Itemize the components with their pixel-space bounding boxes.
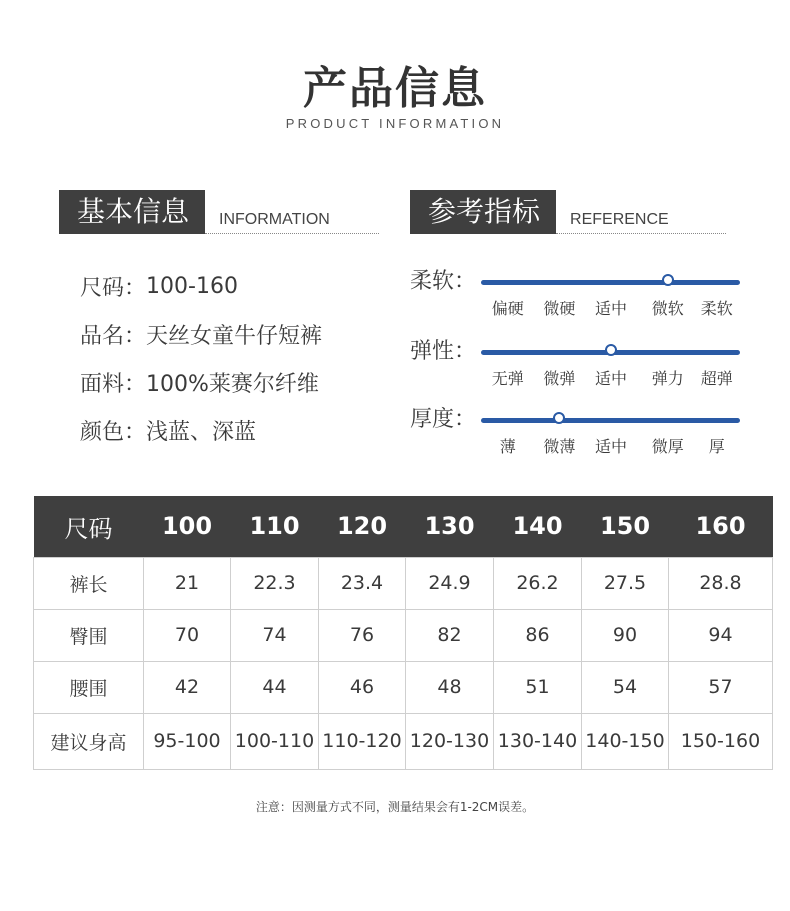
basic-info-value: 100%莱赛尔纤维 bbox=[146, 371, 319, 397]
size-table-cell: 100-110 bbox=[231, 713, 319, 769]
reference-option: 适中 bbox=[594, 299, 628, 318]
size-table-cell: 86 bbox=[494, 609, 582, 661]
size-table-row-label: 臀围 bbox=[34, 609, 144, 661]
reference-option: 偏硬 bbox=[491, 299, 524, 318]
reference-header bbox=[410, 190, 726, 234]
basic-info-row bbox=[80, 406, 322, 454]
size-table-cell: 22.3 bbox=[231, 557, 319, 609]
size-table-cell: 110-120 bbox=[319, 713, 406, 769]
size-table-cell: 24.9 bbox=[406, 557, 494, 609]
reference-title-en: REFERENCE bbox=[556, 196, 726, 234]
size-table-cell: 70 bbox=[144, 609, 231, 661]
size-table-cell: 140-150 bbox=[582, 713, 669, 769]
reference-title: 参考指标 bbox=[410, 190, 556, 234]
reference-option: 无弹 bbox=[491, 369, 524, 388]
size-table-header-cell: 150 bbox=[582, 496, 669, 557]
reference-label: 弹性： bbox=[410, 339, 477, 364]
reference-option: 微软 bbox=[651, 299, 684, 318]
size-table-cell: 54 bbox=[582, 661, 669, 713]
size-table-cell: 94 bbox=[669, 609, 773, 661]
size-table-cell: 27.5 bbox=[582, 557, 669, 609]
size-table-cell: 46 bbox=[319, 661, 406, 713]
reference-row bbox=[410, 334, 740, 394]
size-table-cell: 23.4 bbox=[319, 557, 406, 609]
size-table-cell: 26.2 bbox=[494, 557, 582, 609]
reference-scale-track bbox=[481, 280, 740, 285]
size-table-cell: 48 bbox=[406, 661, 494, 713]
table-row bbox=[34, 661, 773, 713]
basic-info-title-en: INFORMATION bbox=[205, 196, 379, 234]
table-row bbox=[34, 713, 773, 769]
reference-label: 柔软： bbox=[410, 269, 477, 294]
size-table-cell: 120-130 bbox=[406, 713, 494, 769]
reference-options bbox=[482, 366, 740, 388]
table-row bbox=[34, 609, 773, 661]
page-title: 产品信息 bbox=[303, 63, 487, 114]
basic-info-label: 面料： bbox=[80, 371, 147, 397]
reference-options bbox=[482, 434, 740, 456]
reference-scale-marker bbox=[605, 344, 617, 356]
size-table-cell: 76 bbox=[319, 609, 406, 661]
page-subtitle: PRODUCT INFORMATION bbox=[285, 116, 505, 131]
basic-info-value: 天丝女童牛仔短裤 bbox=[146, 323, 323, 349]
size-table-cell: 150-160 bbox=[669, 713, 773, 769]
size-table-cell: 130-140 bbox=[494, 713, 582, 769]
reference-options bbox=[482, 296, 740, 318]
basic-info-value: 100-160 bbox=[146, 273, 238, 299]
size-table-cell: 28.8 bbox=[669, 557, 773, 609]
size-table-row-label: 裤长 bbox=[34, 557, 144, 609]
size-table-cell: 42 bbox=[144, 661, 231, 713]
size-table-header-cell: 130 bbox=[406, 496, 494, 557]
size-table-cell: 51 bbox=[494, 661, 582, 713]
reference-option: 柔软 bbox=[700, 299, 733, 318]
reference-scale-marker bbox=[662, 274, 674, 286]
basic-info-title: 基本信息 bbox=[59, 190, 205, 234]
reference-option: 厚 bbox=[708, 437, 725, 456]
basic-info-label: 尺码： bbox=[80, 275, 147, 301]
measurement-note: 注意：因测量方式不同，测量结果会有1-2CM误差。 bbox=[255, 800, 535, 814]
reference-option: 超弹 bbox=[700, 369, 733, 388]
basic-info-label: 品名： bbox=[80, 323, 147, 349]
basic-info-header bbox=[59, 190, 379, 234]
size-table-header-cell: 尺码 bbox=[34, 496, 144, 557]
size-table-cell: 57 bbox=[669, 661, 773, 713]
size-table-cell: 90 bbox=[582, 609, 669, 661]
reference-label: 厚度： bbox=[410, 407, 477, 432]
reference-option: 薄 bbox=[499, 437, 516, 456]
basic-info-value: 浅蓝、深蓝 bbox=[146, 419, 257, 445]
size-table-cell: 95-100 bbox=[144, 713, 231, 769]
size-table-cell: 82 bbox=[406, 609, 494, 661]
size-table-header-cell: 110 bbox=[231, 496, 319, 557]
size-table-row-label: 腰围 bbox=[34, 661, 144, 713]
reference-option: 适中 bbox=[594, 369, 628, 388]
basic-info-row bbox=[80, 310, 322, 358]
basic-info-row bbox=[80, 358, 322, 406]
size-table-cell: 44 bbox=[231, 661, 319, 713]
basic-info-row bbox=[80, 262, 322, 310]
size-table-cell: 74 bbox=[231, 609, 319, 661]
reference-option: 微薄 bbox=[543, 437, 576, 456]
reference-option: 微硬 bbox=[543, 299, 576, 318]
table-row bbox=[34, 557, 773, 609]
size-table-header-cell: 140 bbox=[494, 496, 582, 557]
size-table-row-label: 建议身高 bbox=[34, 713, 144, 769]
reference-option: 微厚 bbox=[651, 437, 684, 456]
reference-option: 微弹 bbox=[543, 369, 576, 388]
reference-row bbox=[410, 264, 740, 324]
size-table bbox=[33, 496, 773, 770]
basic-info-label: 颜色： bbox=[80, 419, 147, 445]
size-table-header-cell: 160 bbox=[669, 496, 773, 557]
size-table-header-row bbox=[34, 496, 773, 557]
reference-option: 弹力 bbox=[651, 369, 684, 388]
size-table-header-cell: 120 bbox=[319, 496, 406, 557]
size-table-cell: 21 bbox=[144, 557, 231, 609]
size-table-header-cell: 100 bbox=[144, 496, 231, 557]
reference-option: 适中 bbox=[594, 437, 628, 456]
basic-info-list bbox=[80, 262, 322, 454]
reference-row bbox=[410, 402, 740, 462]
reference-scale-track bbox=[481, 418, 740, 423]
